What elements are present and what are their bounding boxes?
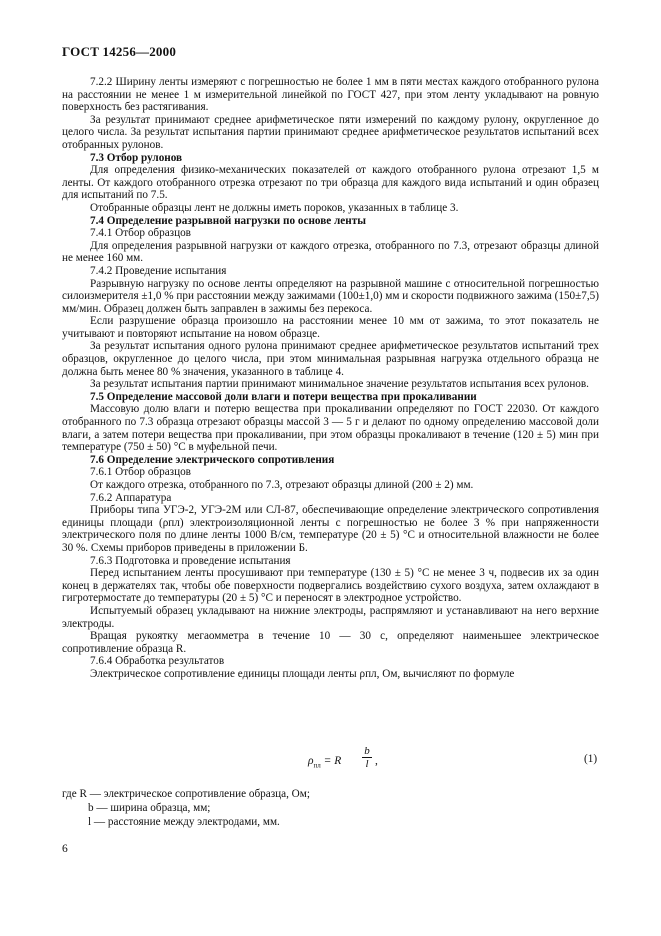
paragraph: За результат принимают среднее арифметическое пяти измерений по каждому рулону, округленное до целого числа. За результат испытания партии принимают среднее арифметическое результатов испытаний всех отобранных рулонов. — [62, 113, 599, 151]
formula-comma: , — [375, 755, 378, 767]
formula-denominator: l — [365, 758, 369, 770]
subsection-title: 7.6.4 Обработка результатов — [90, 655, 225, 668]
paragraph: Разрывную нагрузку по основе ленты определяют на разрывной машине с относительной погрешностью силоизмерителя ±1,0 % при расстоянии между зажимами (100±1,0) мм и скорости подвижного зажима (150±7,5) мм/мин. Образец должен быть заправлен в зажимы без перекоса. — [62, 277, 599, 315]
subsection-title: 7.4.2 Проведение испытания — [90, 264, 227, 277]
paragraph: Испытуемый образец укладывают на нижние электроды, распрямляют и устанавливают на него верхние электроды. — [62, 604, 599, 630]
subsection-title: 7.4.1 Отбор образцов — [90, 227, 191, 240]
paragraph: 7.2.2 Ширину ленты измеряют с погрешностью не более 1 мм в пяти местах каждого отобранного рулона на расстоянии не менее 1 м измерительной линейкой по ГОСТ 427, при этом ленту укладывают на ровную поверхность без растягивания. — [62, 76, 599, 114]
formula-rho: ρ — [308, 755, 314, 767]
formula-fraction — [362, 746, 372, 770]
formula-lhs — [308, 755, 341, 769]
paragraph: Для определения физико-механических показателей от каждого отобранного рулона отрезают 1,5 м ленты. От каждого отобранного отрезка отрезают по три образца для каждого вида испытаний и один образец для испытаний по 7.5. — [62, 164, 599, 202]
document-header: ГОСТ 14256—2000 — [62, 44, 177, 59]
subsection-title: 7.6.3 Подготовка и проведение испытания — [90, 554, 291, 567]
paragraph: Отобранные образцы лент не должны иметь пороков, указанных в таблице 3. — [90, 201, 459, 214]
formula-number: (1) — [584, 753, 598, 765]
body-text — [62, 76, 599, 681]
paragraph: За результат испытания партии принимают минимальное значение результатов испытания всех рулонов. — [90, 378, 589, 391]
paragraph: Для определения разрывной нагрузки от каждого отрезка, отобранного по 7.3, отрезают образцы длиной не менее 160 мм. — [62, 239, 599, 265]
section-heading: 7.3 Отбор рулонов — [90, 151, 183, 164]
legend-item: где R — электрическое сопротивление образца, Ом; — [62, 788, 310, 800]
formula-subscript: пл — [313, 761, 321, 770]
paragraph: Приборы типа УГЭ-2, УГЭ-2М или СЛ-87, обеспечивающие определение электрического сопротивления единицы площади (ρпл) электроизоляционной ленты с погрешностью не более 3 % при напряженности электрического поля по длине ленты 1000 В/см, температуре (20 ± 5) °С и относительной влажности не более 30 %. Схемы приборов приведены в приложении Б. — [62, 504, 599, 554]
paragraph: За результат испытания одного рулона принимают среднее арифметическое результатов испытаний трех образцов, округленное до целого числа, при этом минимальная разрывная нагрузка отдельного образца не должна быть менее 80 % значения, указанного в таблице 4. — [62, 340, 599, 378]
subsection-title: 7.6.1 Отбор образцов — [90, 466, 191, 479]
paragraph: Перед испытанием ленты просушивают при температуре (130 ± 5) °С не менее 3 ч, подвесив их за один конец в держателях так, чтобы обе поверхности подвергались воздействию сухого воздуха, затем охлаждают в гигротермостате до температуры (20 ± 5) °С и переносят в электродное устройство. — [62, 567, 599, 605]
paragraph: От каждого отрезка, отобранного по 7.3, отрезают образцы длиной (200 ± 2) мм. — [90, 479, 474, 491]
section-heading: 7.5 Определение массовой доли влаги и потери вещества при прокаливании — [90, 390, 477, 403]
paragraph: Вращая рукоятку мегаомметра в течение 10 — 30 с, определяют наименьшее электрическое сопротивление образца R. — [62, 630, 599, 655]
formula-numerator: b — [362, 746, 372, 758]
subsection-title: 7.6.2 Аппаратура — [90, 491, 172, 504]
paragraph: Если разрушение образца произошло на расстоянии менее 10 мм от зажима, то этот показатель не учитывают и повторяют испытание на новом образце. — [62, 315, 599, 340]
section-heading: 7.6 Определение электрического сопротивления — [90, 453, 335, 466]
legend-item: b — ширина образца, мм; — [88, 802, 211, 814]
paragraph: Электрическое сопротивление единицы площади ленты ρпл, Ом, вычисляют по формуле — [90, 667, 515, 680]
paragraph: Массовую долю влаги и потерю вещества при прокаливании определяют по ГОСТ 22030. От каждого отобранного по 7.3 образца отрезают образцы массой 3 — 5 г и делают по одному определению массовой доли влаги, а затем потери вещества при прокаливании, при этом образцы прокаливают в течение (120 ± 5) мин при температуре (750 ± 50) °С в муфельной печи. — [62, 403, 599, 454]
legend-item: l — расстояние между электродами, мм. — [88, 816, 280, 828]
section-heading: 7.4 Определение разрывной нагрузки по основе ленты — [90, 214, 366, 227]
formula-equals-r: = R — [320, 755, 342, 767]
formula-legend — [62, 787, 599, 829]
page-number: 6 — [62, 843, 68, 855]
